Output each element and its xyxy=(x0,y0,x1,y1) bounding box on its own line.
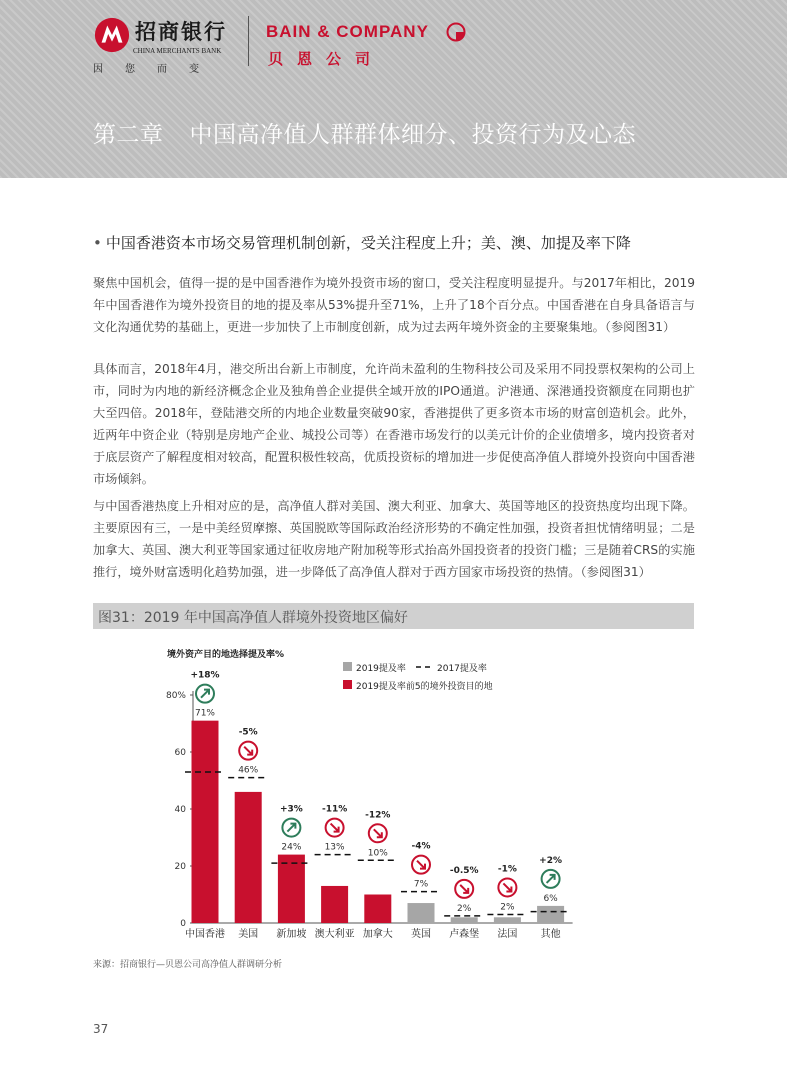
paragraph-3: 与中国香港热度上升相对应的是，高净值人群对美国、澳大利亚、加拿大、英国等地区的投资热度均出现下降。主要原因有三，一是中美经贸摩擦、英国脱欧等国际政治经济形势的不确定性加强，投资者担忧情绪明显；二是加拿大、英国、澳大利亚等国家通过征收房地产附加税等形式抬高外国投资者的投资门槛；三是随着CRS的实施推行，境外财富透明化趋势加强，进一步降低了高净值人群对于西方国家市场投资的热情。（参阅图31） xyxy=(93,499,695,579)
bar-3 xyxy=(278,855,305,923)
legend-red-label: 2019提及率前5的境外投资目的地 xyxy=(356,682,493,692)
category-label: 新加坡 xyxy=(276,929,307,940)
bar-5 xyxy=(364,895,391,924)
value-label: 24% xyxy=(281,842,302,853)
legend-gray-swatch xyxy=(343,662,352,671)
y-tick-label: 40 xyxy=(174,805,186,815)
category-label: 法国 xyxy=(497,929,518,940)
figure-source: 来源：招商银行—贝恩公司高净值人群调研分析 xyxy=(93,960,283,970)
value-label: 6% xyxy=(543,893,558,904)
y-tick-label: 80% xyxy=(165,691,186,701)
change-label: +18% xyxy=(190,670,220,681)
bar-chart xyxy=(93,640,694,945)
value-label: 46% xyxy=(238,765,259,776)
change-label: -0.5% xyxy=(449,865,479,876)
category-label: 英国 xyxy=(411,929,431,940)
change-label: -1% xyxy=(497,864,517,875)
value-label: 13% xyxy=(324,842,345,853)
value-label: 2% xyxy=(457,903,472,914)
change-label: -12% xyxy=(365,810,391,821)
category-label: 美国 xyxy=(238,929,259,940)
cmb-name: 招商银行 xyxy=(135,19,227,44)
legend-dashed-label: 2017提及率 xyxy=(437,664,487,674)
paragraph-2: 具体而言，2018年4月，港交所出台新上市制度，允许尚未盈利的生物科技公司及采用不同投票权架构的公司上市，同时为内地的新经济概念企业及独角兽企业提供全域开放的IPO通道。沪港通、深港通投资额度在同期也扩大至四倍。2018年，登陆港交所的内地企业数量突破90家，香港提供了更多资本市场的财富创造机会。此外，近两年中资企业（特别是房地产企业、城投公司等）在香港市场发行的以美元计价的企业债增多，境内投资者对于底层资产了解程度相对较高，配置积极性较高，优质投资标的增加进一步促使高净值人群境外投资向中国香港市场倾斜。 xyxy=(93,362,695,486)
category-label: 中国香港 xyxy=(185,929,225,940)
category-label: 加拿大 xyxy=(362,929,393,940)
value-label: 10% xyxy=(367,848,388,859)
y-tick-label: 20 xyxy=(174,862,186,872)
y-tick-label: 0 xyxy=(180,919,186,929)
cmb-motto: 因您而变 xyxy=(93,64,221,75)
value-label: 2% xyxy=(500,902,515,913)
bar-1 xyxy=(192,721,219,923)
section-heading-text: 中国香港资本市场交易管理机制创新，受关注程度上升；美、澳、加提及率下降 xyxy=(105,234,631,252)
bar-2 xyxy=(235,792,262,923)
value-label: 7% xyxy=(413,879,429,890)
change-label: +2% xyxy=(539,855,563,866)
change-label: -5% xyxy=(238,727,258,738)
change-label: +3% xyxy=(279,804,303,815)
logo-divider xyxy=(248,16,249,66)
chart-title: 境外资产目的地选择提及率% xyxy=(167,650,285,660)
y-tick-label: 60 xyxy=(174,748,186,758)
bar-6 xyxy=(408,903,435,923)
value-label: 71% xyxy=(194,708,216,719)
cmb-english-name: CHINA MERCHANTS BANK xyxy=(133,47,222,55)
cmb-logo xyxy=(93,14,233,76)
change-label: -4% xyxy=(411,841,431,852)
page-number: 37 xyxy=(93,1022,109,1036)
bain-english-name: BAIN & COMPANY xyxy=(266,22,429,41)
bain-mark-icon xyxy=(446,22,466,42)
change-label: -11% xyxy=(321,804,348,815)
section-heading xyxy=(93,232,631,253)
bain-chinese-name: 贝恩公司 xyxy=(268,50,385,68)
cmb-mark-icon xyxy=(93,16,131,54)
chapter-title xyxy=(93,116,636,149)
paragraph-1: 聚焦中国机会，值得一提的是中国香港作为境外投资市场的窗口，受关注程度明显提升。与2017年相比，2019年中国香港作为境外投资目的地的提及率从53%提升至71%，上升了18个百分点。中国香港在自身具备语言与文化沟通优势的基础上，更进一步加快了上市制度创新，成为过去两年境外资金的主要聚集地。（参阅图31） xyxy=(93,276,695,334)
category-label: 卢森堡 xyxy=(449,929,480,940)
category-label: 澳大利亚 xyxy=(314,929,355,940)
legend-red-swatch xyxy=(343,680,352,689)
figure-title-bar xyxy=(93,603,694,629)
bar-4 xyxy=(321,886,348,923)
chapter-label: 第二章 xyxy=(93,122,164,148)
chapter-name: 中国高净值人群群体细分、投资行为及心态 xyxy=(189,122,636,148)
bullet-icon: • xyxy=(93,234,102,252)
page-header xyxy=(0,0,787,178)
legend-gray-label: 2019提及率 xyxy=(356,664,406,674)
category-label: 其他 xyxy=(540,929,561,940)
bar-8 xyxy=(494,917,521,923)
figure-title: 图31：2019 年中国高净值人群境外投资地区偏好 xyxy=(98,610,408,626)
bar-9 xyxy=(537,906,564,923)
bar-7 xyxy=(451,917,478,923)
